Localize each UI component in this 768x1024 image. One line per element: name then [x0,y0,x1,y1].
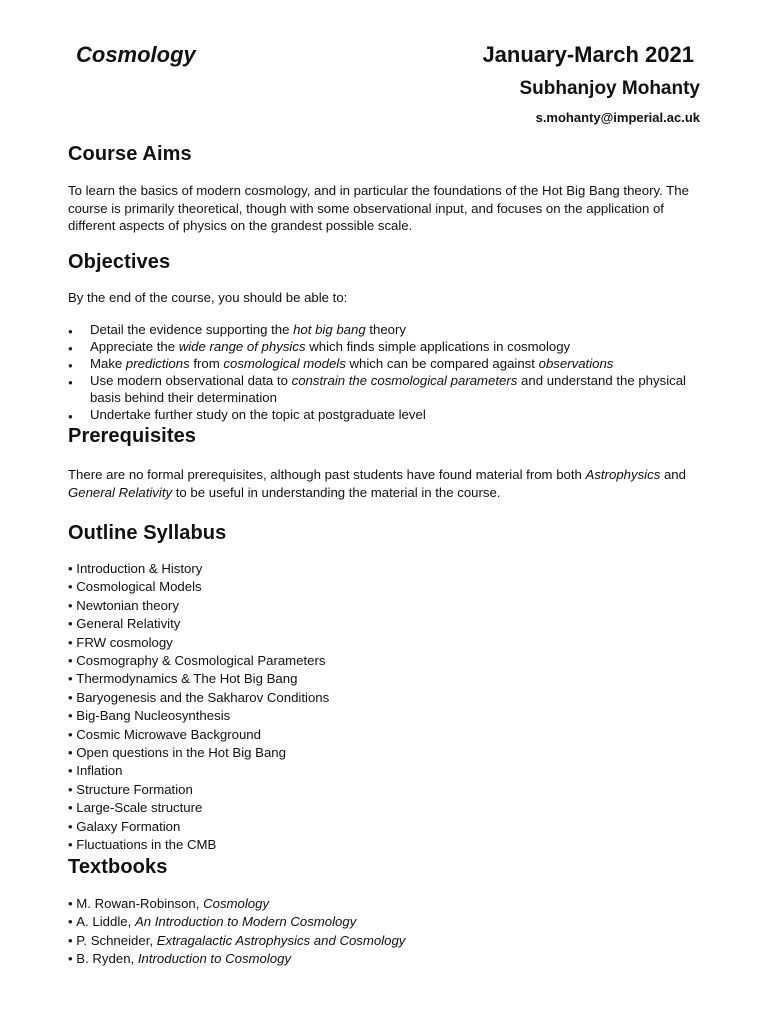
textbook-title: Introduction to Cosmology [137,951,292,967]
syllabus-item: • Introduction & History [68,560,708,578]
prerequisites-text: There are no formal prerequisites, although past students have found material from both Astrophysics and General Relativity to be useful in understanding the material in the course. [68,467,686,500]
list-item: ● Use modern observational data to constrain the cosmological parameters and understand the physical basis behind their determination [68,372,708,406]
syllabus-item: • General Relativity [68,615,708,633]
list-item: ● Appreciate the wide range of physics which finds simple applications in cosmology [68,338,708,355]
objectives-list [68,321,708,423]
list-item: ● Undertake further study on the topic at postgraduate level [68,406,708,423]
syllabus-item: • Inflation [68,762,708,780]
syllabus-list [68,560,708,855]
textbook-author: P. Schneider, [76,932,157,948]
syllabus-item: • Structure Formation [68,781,708,799]
textbook-author: M. Rowan-Robinson, [76,896,204,911]
textbook-item [68,895,708,913]
syllabus-item: • Big-Bang Nucleosynthesis [68,707,708,725]
prerequisites-heading: Prerequisites [68,425,197,447]
course-aims-text: To learn the basics of modern cosmology, and in particular the foundations of the Hot Big Bang theory. The course is primarily theoretical, though with some observational input, and focuses on the application of different aspects of physics on the grandest possible scale. [68,183,689,233]
syllabus-item: • Large-Scale structure [68,799,708,817]
list-item: ● Make predictions from cosmological models which can be compared against observations [68,355,708,372]
syllabus-item: • Galaxy Formation [68,818,708,836]
author-email: s.mohanty@imperial.ac.uk [535,110,700,125]
course-aims-heading: Course Aims [68,143,192,165]
syllabus-item: • Fluctuations in the CMB [68,836,708,854]
syllabus-item: • Newtonian theory [68,597,708,615]
syllabus-item: • Cosmography & Cosmological Parameters [68,652,708,670]
syllabus-item: • Thermodynamics & The Hot Big Bang [68,670,708,688]
textbooks-heading: Textbooks [68,856,168,878]
syllabus-item: • Open questions in the Hot Big Bang [68,744,708,762]
objectives-heading: Objectives [68,251,171,273]
textbook-title: Extragalactic Astrophysics and Cosmology [156,932,406,948]
textbook-item [68,913,708,931]
textbook-item [68,932,708,950]
author-name: Subhanjoy Mohanty [519,78,700,99]
textbook-author: B. Ryden, [76,951,138,967]
objectives-intro: By the end of the course, you should be able to: [68,290,348,305]
course-dates: January-March 2021 [482,42,694,67]
textbook-title: Cosmology [203,896,270,911]
syllabus-heading: Outline Syllabus [68,522,227,544]
course-title: Cosmology [76,42,196,67]
syllabus-item: • Cosmological Models [68,578,708,596]
textbook-title: An Introduction to Modern Cosmology [134,914,357,930]
syllabus-item: • Cosmic Microwave Background [68,726,708,744]
textbook-author: A. Liddle, [76,914,135,930]
list-item: ● Detail the evidence supporting the hot big bang theory [68,321,708,338]
syllabus-item: • Baryogenesis and the Sakharov Conditions [68,689,708,707]
syllabus-item: • FRW cosmology [68,634,708,652]
textbook-item [68,950,708,968]
textbooks-list [68,895,708,969]
